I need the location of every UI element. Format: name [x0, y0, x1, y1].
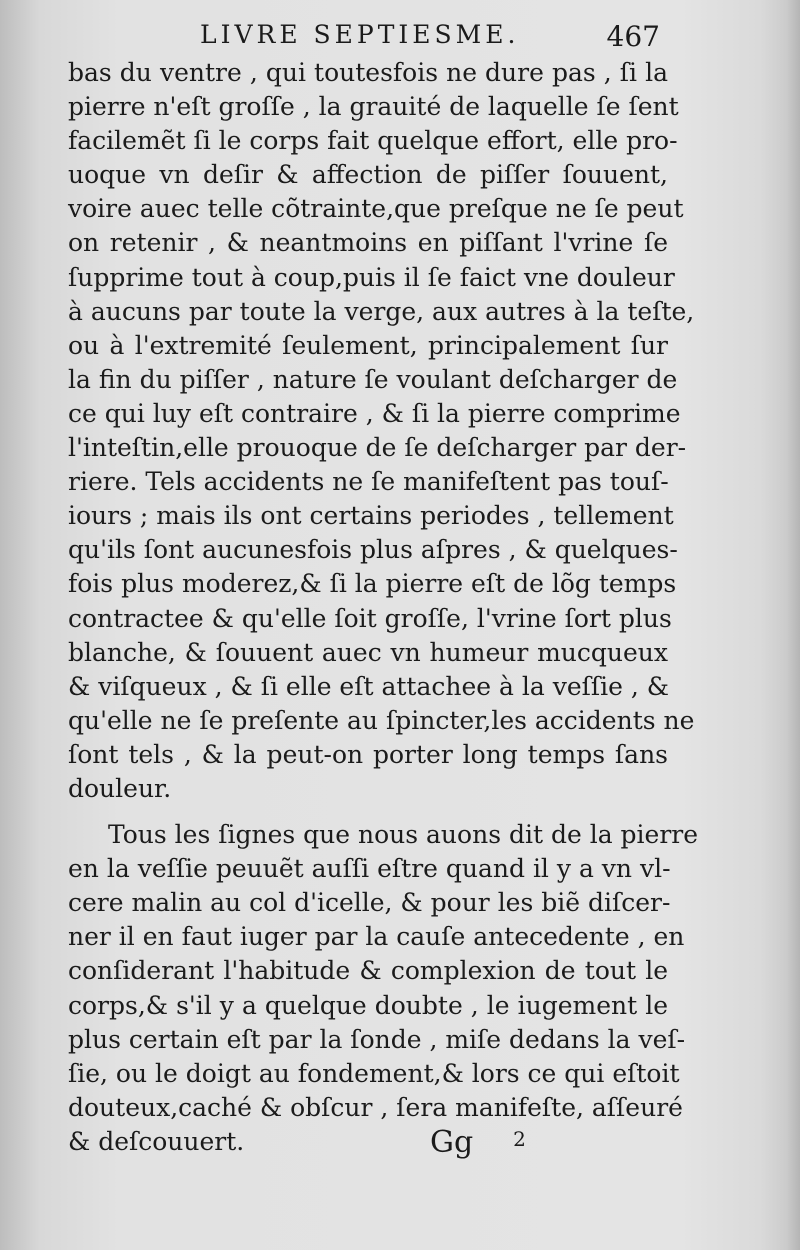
running-title: LIVRE SEPTIESME. [200, 20, 520, 49]
text-line: corps,& s'il y a quelque doubte , le iugement le [68, 990, 668, 1020]
page-header [180, 20, 780, 60]
text-line: & viſqueux , & ſi elle eſt attachee à la veſſie , & [68, 671, 670, 701]
page-number: 467 [606, 20, 660, 53]
text-line: la fin du piſſer , nature ſe voulant deſcharger de [68, 364, 678, 394]
signature-number: 2 [513, 1127, 526, 1151]
text-line: à aucuns par toute la verge, aux autres à la teſte, [68, 296, 695, 326]
text-line: fois plus moderez,& ſi la pierre eſt de lõg temps [68, 569, 677, 599]
text-line: ſupprime tout à coup,puis il ſe faict vne douleur [68, 262, 675, 292]
paragraph-2 [68, 818, 699, 1159]
text-line: ner il en faut iuger par la cauſe antecedente , en [68, 922, 685, 952]
text-line: conſiderant l'habitude & complexion de tout le [68, 956, 668, 986]
text-line: douteux,caché & obſcur , ſera manifeſte, aſſeuré [68, 1092, 683, 1122]
text-line: qu'elle ne ſe preſente au ſpincter,les accidents ne [68, 705, 695, 735]
text-line: uoque vn deſir & affection de piſſer ſouuent, [68, 160, 668, 190]
signature-letters: Gg [430, 1125, 474, 1160]
text-line: Tous les ſignes que nous auons dit de la pierre [108, 820, 699, 850]
text-line: douleur. [68, 773, 172, 803]
text-line: & deſcouuert. [68, 1126, 245, 1156]
text-line: pierre n'eſt groſſe , la grauité de laquelle ſe ſent [68, 92, 679, 122]
body-text [68, 56, 699, 1159]
paragraph-1 [68, 56, 695, 806]
text-line: bas du ventre , qui toutesfois ne dure pas , ſi la [68, 58, 668, 87]
text-line: en la veſſie peuuẽt auſſi eſtre quand il y a vn vl- [68, 854, 671, 884]
text-line: cere malin au col d'icelle, & pour les biẽ diſcer- [68, 888, 671, 918]
signature-mark [430, 1125, 526, 1160]
text-line: voire auec telle cõtrainte,que preſque ne ſe peut [68, 194, 684, 224]
text-line: iours ; mais ils ont certains periodes , tellement [68, 501, 674, 531]
text-line: ſie, ou le doigt au fondement,& lors ce qui eſtoit [68, 1058, 680, 1088]
paragraph-gap [68, 806, 668, 818]
text-line: l'inteſtin,elle prouoque de ſe deſcharger par der- [68, 433, 687, 463]
text-line: ou à l'extremité ſeulement, principalement ſur [68, 330, 668, 360]
text-line: facilemẽt ſi le corps fait quelque effort, elle pro- [68, 126, 678, 156]
page-edge-shadow [786, 0, 800, 1250]
text-line: qu'ils ſont aucunesfois plus aſpres , & quelques- [68, 535, 678, 565]
text-line: plus certain eſt par la ſonde , miſe dedans la veſ- [68, 1024, 686, 1054]
text-line: on retenir , & neantmoins en piſſant l'vrine ſe [68, 228, 668, 258]
text-line: riere. Tels accidents ne ſe manifeſtent pas touſ- [68, 467, 669, 497]
text-line: ce qui luy eſt contraire , & ſi la pierre comprime [68, 398, 681, 428]
text-line: contractee & qu'elle ſoit groſſe, l'vrine ſort plus [68, 603, 672, 633]
text-line: blanche, & ſouuent auec vn humeur mucqueux [68, 637, 668, 667]
text-line: ſont tels , & la peut-on porter long temps ſans [68, 739, 668, 769]
